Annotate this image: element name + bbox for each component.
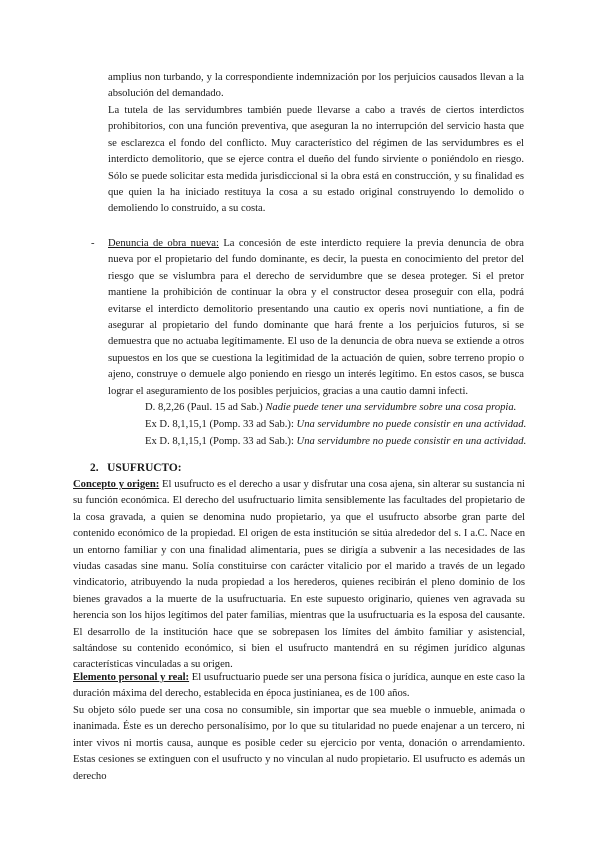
intro-paragraph-2: La tutela de las servidumbres también puede llevarse a cabo a través de ciertos interdictos prohibitorios, con una función preventiva, que aseguran la no interrupción del servicio hasta que se esclarezca el fondo del conflicto. Muy característico del régimen de las servidumbres es el interdicto demolitorio, que se ejerce contra el dueño del fundo sirviente o poniéndolo en riesgo. Sólo se puede solicitar esta medida jurisdiccional si la obra está en construcción, y su finalidad es que quien la ha iniciado restituya la cosa a su estado original construyendo lo demolido o demoliendo lo construido, a su costa. bbox=[108, 105, 524, 215]
citation-quote: Nadie puede tener una servidumbre sobre una cosa propia. bbox=[265, 402, 517, 413]
section-title: USUFRUCTO: bbox=[107, 462, 182, 474]
concepto-text: El usufructo es el derecho a usar y disfrutar una cosa ajena, sin alterar su sustancia ni su función económica. El derecho del usufructuario limita sensiblemente las facultades del propietario de la cosa gravada, a quien se denomina nudo propietario, ya que el usufructo absorbe gran parte del contenido económico de la propiedad. El origen de esta institución se sitúa alrededor del s. I a.C. Nace en un entorno familiar y con una finalidad alimentaria, pues se dirigía a subvenir a las necesidades de las viudas casadas sine manu. Solía constituirse con carácter vitalicio por el marido a través de un legado vindicatorio, atribuyendo la nuda propiedad a los herederos, quienes recibirán el pleno dominio de los bienes gravados a la muerte de la usufructuaria. En este supuesto originario, quienes ven agravada su herencia son los hijos legítimos del pater familias, mientras que la usufructuaria es la esposa del causante. El desarrollo de la institución hace que se sobrepasen los límites del ámbito familiar y asistencial, saltándose su contenido económico, si bien el usufructo mantendrá en su régimen jurídico algunas características vinculadas a su origen. bbox=[73, 479, 526, 671]
section-heading bbox=[90, 460, 182, 476]
concepto-paragraph bbox=[73, 477, 525, 674]
bullet-lead: Denuncia de obra nueva: bbox=[108, 238, 219, 249]
elemento-paragraph bbox=[73, 670, 525, 703]
elemento-text: El usufructuario puede ser una persona física o jurídica, aunque en este caso la duración máxima del derecho, establecida en época justinianea, es de 100 años. bbox=[73, 672, 525, 700]
bullet-text: La concesión de este interdicto requiere la previa denuncia de obra nueva por el propietario del fundo dominante, es decir, la puesta en conocimiento del pretor del riesgo que se vislumbra para el derecho de servidumbre que se desea proteger. Si el pretor mantiene la prohibición de continuar la obra y el constructor desea proseguir con ella, podrá evitarse el interdicto demolitorio presentando una cautio ex operis novi nuntiatione, a fin de asegurar al propietario del fundo dominante que hará frente a los perjuicios futuros, si se demuestra que no actuaba legítimamente. El uso de la denuncia de obra nueva se extiende a otros supuestos en los que se cuestiona la legitimidad de la actuación de quien, sobre terreno propio o ajeno, construye o demuele algo poniendo en riesgo un interés legítimo. En estos casos, se busca lograr el aseguramiento de los posibles perjuicios, gracias a una cautio damni infecti. bbox=[108, 238, 524, 397]
citation-ref: D. 8,2,26 (Paul. 15 ad Sab.) bbox=[145, 402, 266, 413]
citation-2 bbox=[145, 417, 525, 433]
citation-quote: Una servidumbre no puede consistir en una actividad. bbox=[296, 436, 527, 447]
citation-ref: Ex D. 8,1,15,1 (Pomp. 33 ad Sab.): bbox=[145, 419, 297, 430]
elemento-paragraph-2: Su objeto sólo puede ser una cosa no consumible, sin importar que sea mueble o inmueble, animada o inanimada. Éste es un derecho personalísimo, por lo que su titularidad no puede enajenar a un tercero, ni inter vivos ni mortis causa, aunque es posible ceder su ejercicio por venta, donación o arrendamiento. Estas cesiones se extinguen con el usufructo y no vinculan al nudo propietario. El usufructo es además un derecho bbox=[73, 705, 525, 782]
section-number: 2. bbox=[90, 462, 99, 474]
intro-paragraph-1: amplius non turbando, y la correspondiente indemnización por los perjuicios causados llevan a la absolución del demandado. bbox=[108, 72, 524, 100]
citation-ref: Ex D. 8,1,15,1 (Pomp. 33 ad Sab.): bbox=[145, 436, 297, 447]
bullet-paragraph bbox=[108, 236, 524, 400]
bullet-marker: - bbox=[91, 238, 95, 249]
citation-1 bbox=[145, 400, 525, 416]
concepto-lead: Concepto y origen: bbox=[73, 479, 160, 490]
elemento-lead: Elemento personal y real: bbox=[73, 672, 190, 683]
citation-3 bbox=[145, 434, 525, 450]
citation-quote: Una servidumbre no puede consistir en una actividad. bbox=[296, 419, 527, 430]
